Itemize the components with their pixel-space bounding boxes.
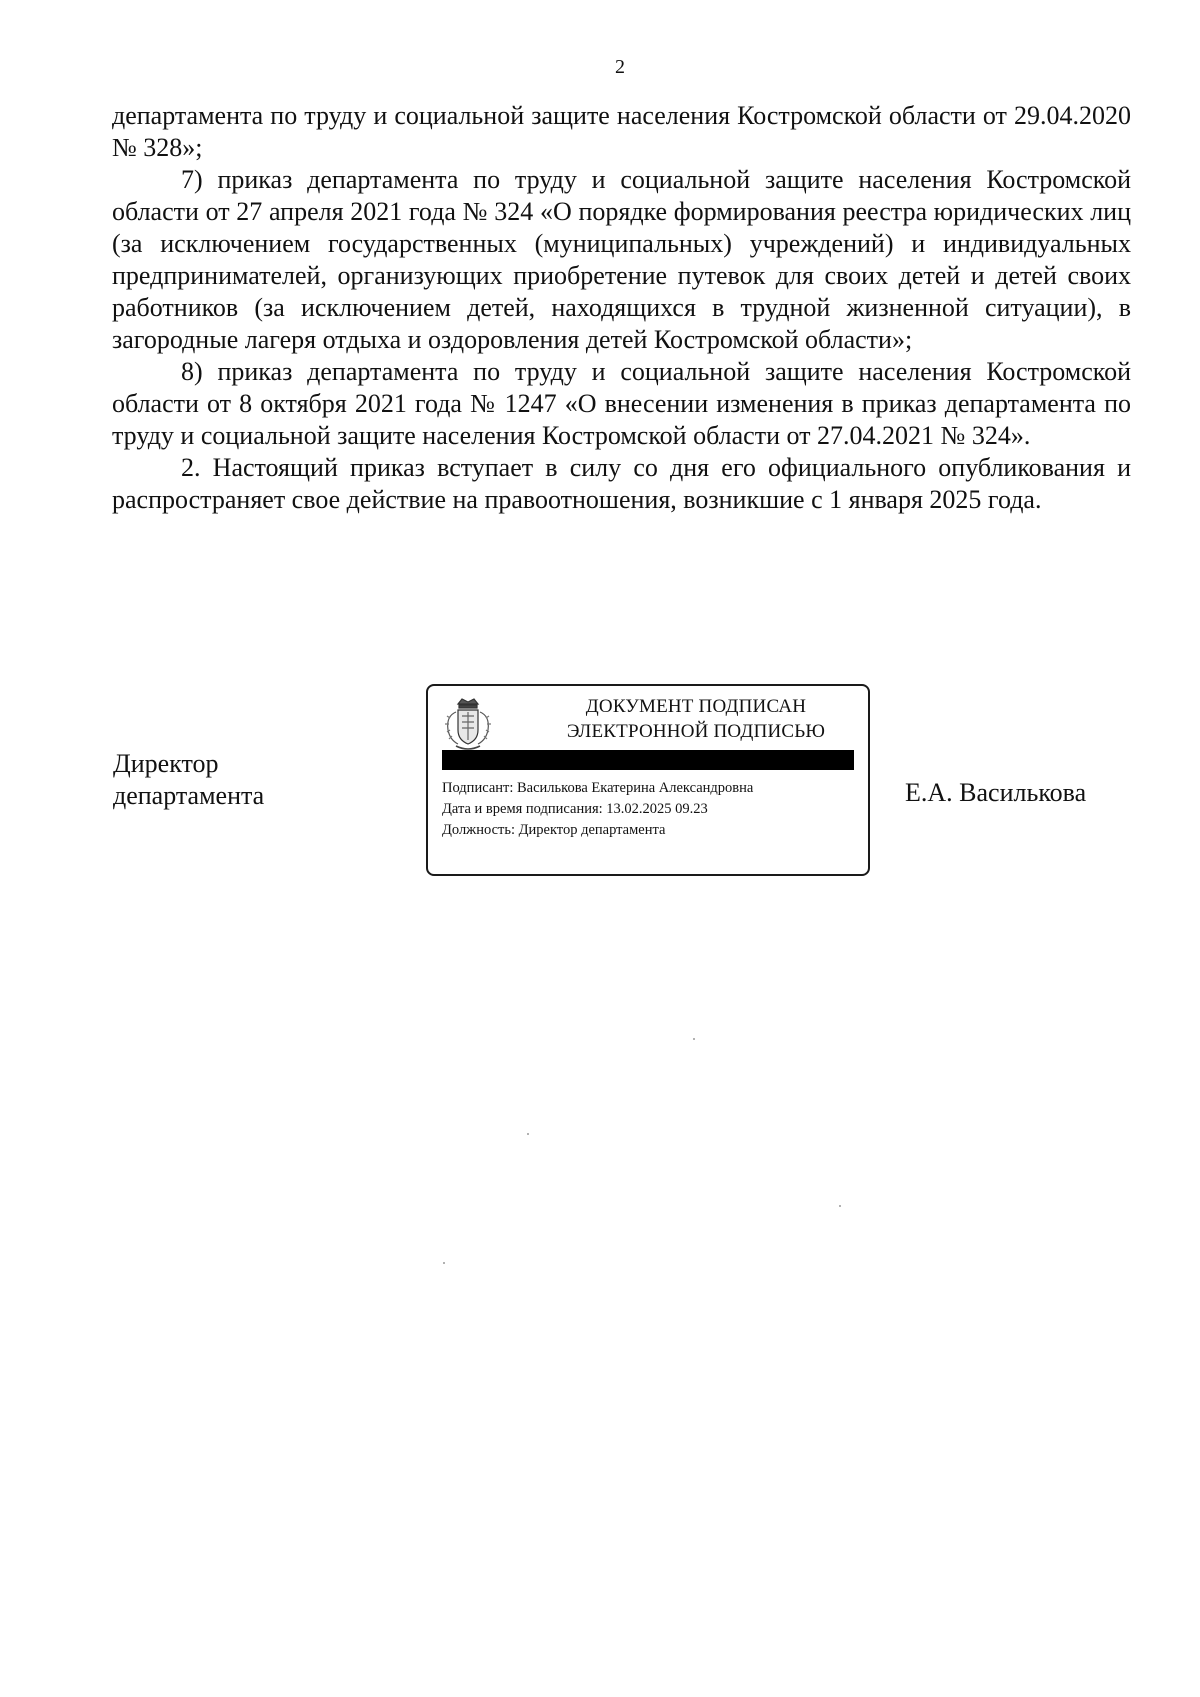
page-number: 2 xyxy=(615,56,625,78)
stamp-signer: Подписант: Василькова Екатерина Александровна xyxy=(442,780,754,796)
paragraph-clause-2: 2. Настоящий приказ вступает в силу со дня его официального опубликования и распространяет свое действие на правоотношения, возникшие с 1 января 2025 года. xyxy=(112,453,1131,514)
scan-speck xyxy=(839,1205,841,1207)
scan-speck xyxy=(693,1038,695,1040)
document-body xyxy=(112,100,1131,516)
paragraph-item-7: 7) приказ департамента по труду и социальной защите населения Костромской области от 27 апреля 2021 года № 324 «О порядке формирования реестра юридических лиц (за исключением государственных (муниципальных) учреждений) и индивидуальных предпринимателей, организующих приобретение путевок для своих детей и детей своих работников (за исключением детей, находящихся в трудной жизненной ситуации), в загородные лагеря отдыха и оздоровления детей Костромской области»; xyxy=(112,165,1131,354)
stamp-heading-line1: ДОКУМЕНТ ПОДПИСАН xyxy=(585,696,807,717)
paragraph-item-8: 8) приказ департамента по труду и социальной защите населения Костромской области от 8 октября 2021 года № 1247 «О внесении изменения в приказ департамента по труду и социальной защите населения Костромской области от 27.04.2021 № 324». xyxy=(112,357,1131,450)
signatory-position xyxy=(113,748,264,812)
signatory-position-line2: департамента xyxy=(113,781,265,810)
signatory-position-line1: Директор xyxy=(113,749,219,778)
stamp-heading-line2: ЭЛЕКТРОННОЙ ПОДПИСЬЮ xyxy=(566,721,826,742)
scan-speck xyxy=(527,1133,529,1135)
electronic-signature-stamp xyxy=(426,684,870,876)
stamp-heading xyxy=(536,694,856,744)
coat-of-arms-icon xyxy=(442,696,494,754)
signatory-name: Е.А. Василькова xyxy=(905,778,1087,807)
scan-speck xyxy=(443,1262,445,1264)
certificate-redaction-bar xyxy=(442,750,854,770)
stamp-datetime: Дата и время подписания: 13.02.2025 09.23 xyxy=(442,801,708,817)
stamp-details xyxy=(442,778,862,841)
paragraph-continuation: департамента по труду и социальной защите населения Костромской области от 29.04.2020 № 328»; xyxy=(112,101,1131,162)
stamp-position: Должность: Директор департамента xyxy=(442,822,666,838)
